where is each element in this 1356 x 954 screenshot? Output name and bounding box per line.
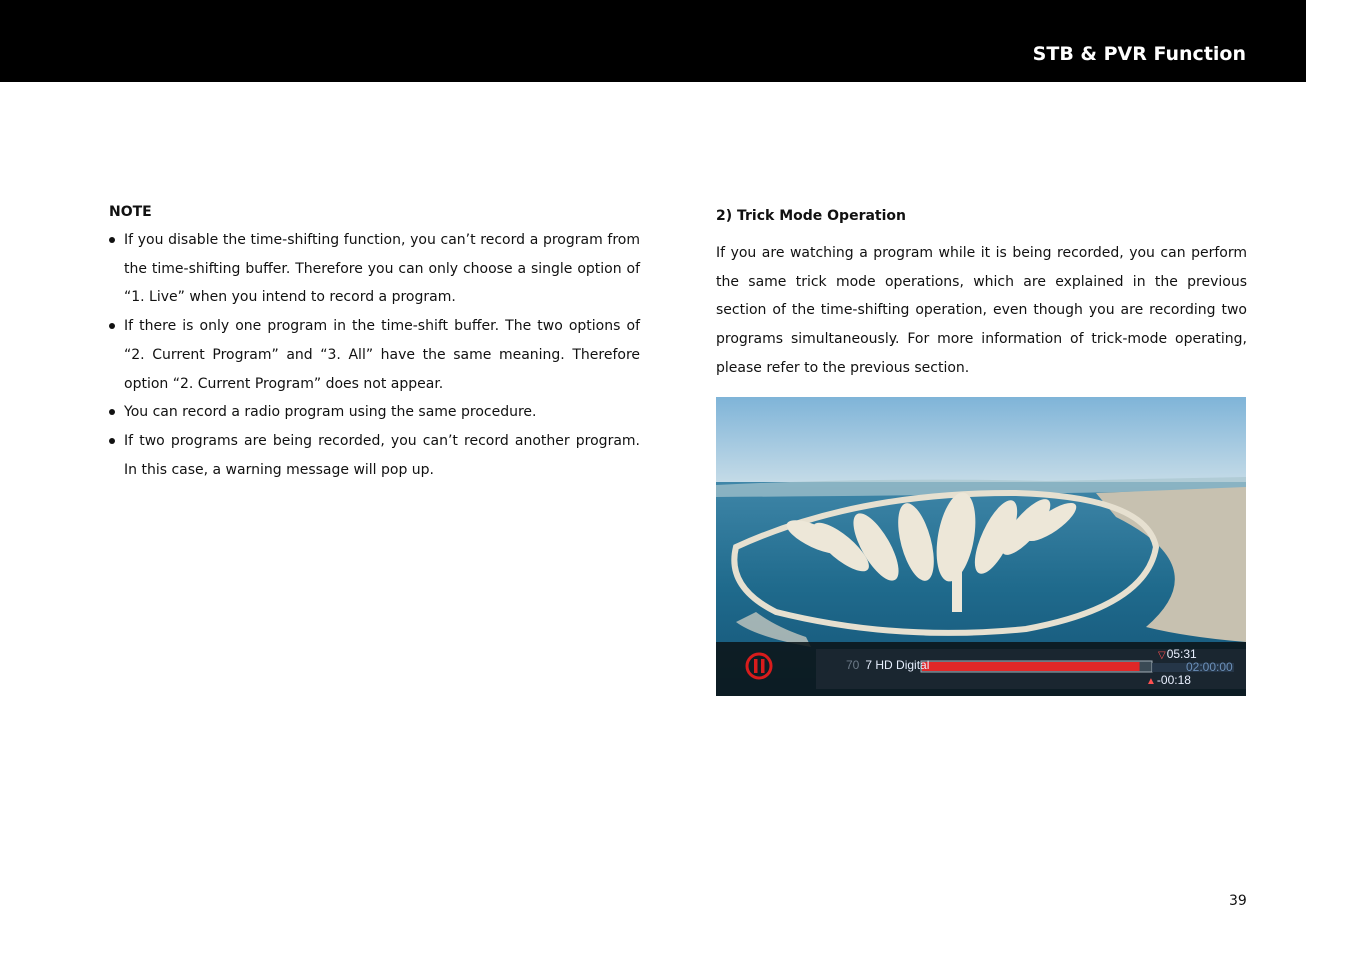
channel-label [846, 658, 929, 672]
header-bar [0, 0, 1306, 82]
note-list [109, 226, 640, 484]
trick-mode-section [716, 208, 1247, 383]
triangle-down-icon: ▽ [1158, 650, 1166, 661]
channel-name: 7 HD Digital [865, 658, 930, 672]
note-section [109, 204, 640, 484]
note-item [109, 312, 640, 398]
triangle-up-icon: ▲ [1146, 676, 1156, 687]
time-current [1158, 647, 1197, 661]
bullet-icon [109, 409, 115, 415]
note-item-text: You can record a radio program using the same procedure. [124, 404, 537, 421]
bullet-icon [109, 237, 115, 243]
time-total: 02:00:00 [1186, 660, 1233, 674]
header-title: STB & PVR Function [1032, 43, 1246, 65]
note-item [109, 226, 640, 312]
channel-number: 70 [846, 658, 860, 672]
time-top-text: 05:31 [1166, 647, 1197, 661]
tv-screenshot [716, 397, 1246, 696]
note-title: NOTE [109, 204, 152, 220]
note-item-text: If you disable the time-shifting function, you can’t record a program from the time-shifting buffer. Therefore you can only choose a single option of “1. Live” when you intend to record a program. [124, 232, 640, 306]
note-item [109, 398, 640, 427]
section-title: 2) Trick Mode Operation [716, 208, 906, 224]
progress-bar-fill [922, 662, 1140, 671]
note-item-text: If there is only one program in the time-shift buffer. The two options of “2. Current Program” and “3. All” have the same meaning. Therefore option “2. Current Program” does not appear. [124, 318, 640, 392]
bullet-icon [109, 323, 115, 329]
bullet-icon [109, 438, 115, 444]
page-number: 39 [1229, 893, 1247, 909]
time-bottom-text: -00:18 [1156, 673, 1191, 687]
section-paragraph: If you are watching a program while it is being recorded, you can perform the same trick mode operations, which are explained in the previous section of the time-shifting operation, even though you are recording two programs simultaneously. For more information of trick-mode operating, please refer to the previous section. [716, 245, 1247, 376]
note-item-text: If two programs are being recorded, you can’t record another program. In this case, a warning message will pop up. [124, 432, 640, 478]
time-offset [1146, 673, 1191, 687]
note-item [109, 427, 640, 484]
